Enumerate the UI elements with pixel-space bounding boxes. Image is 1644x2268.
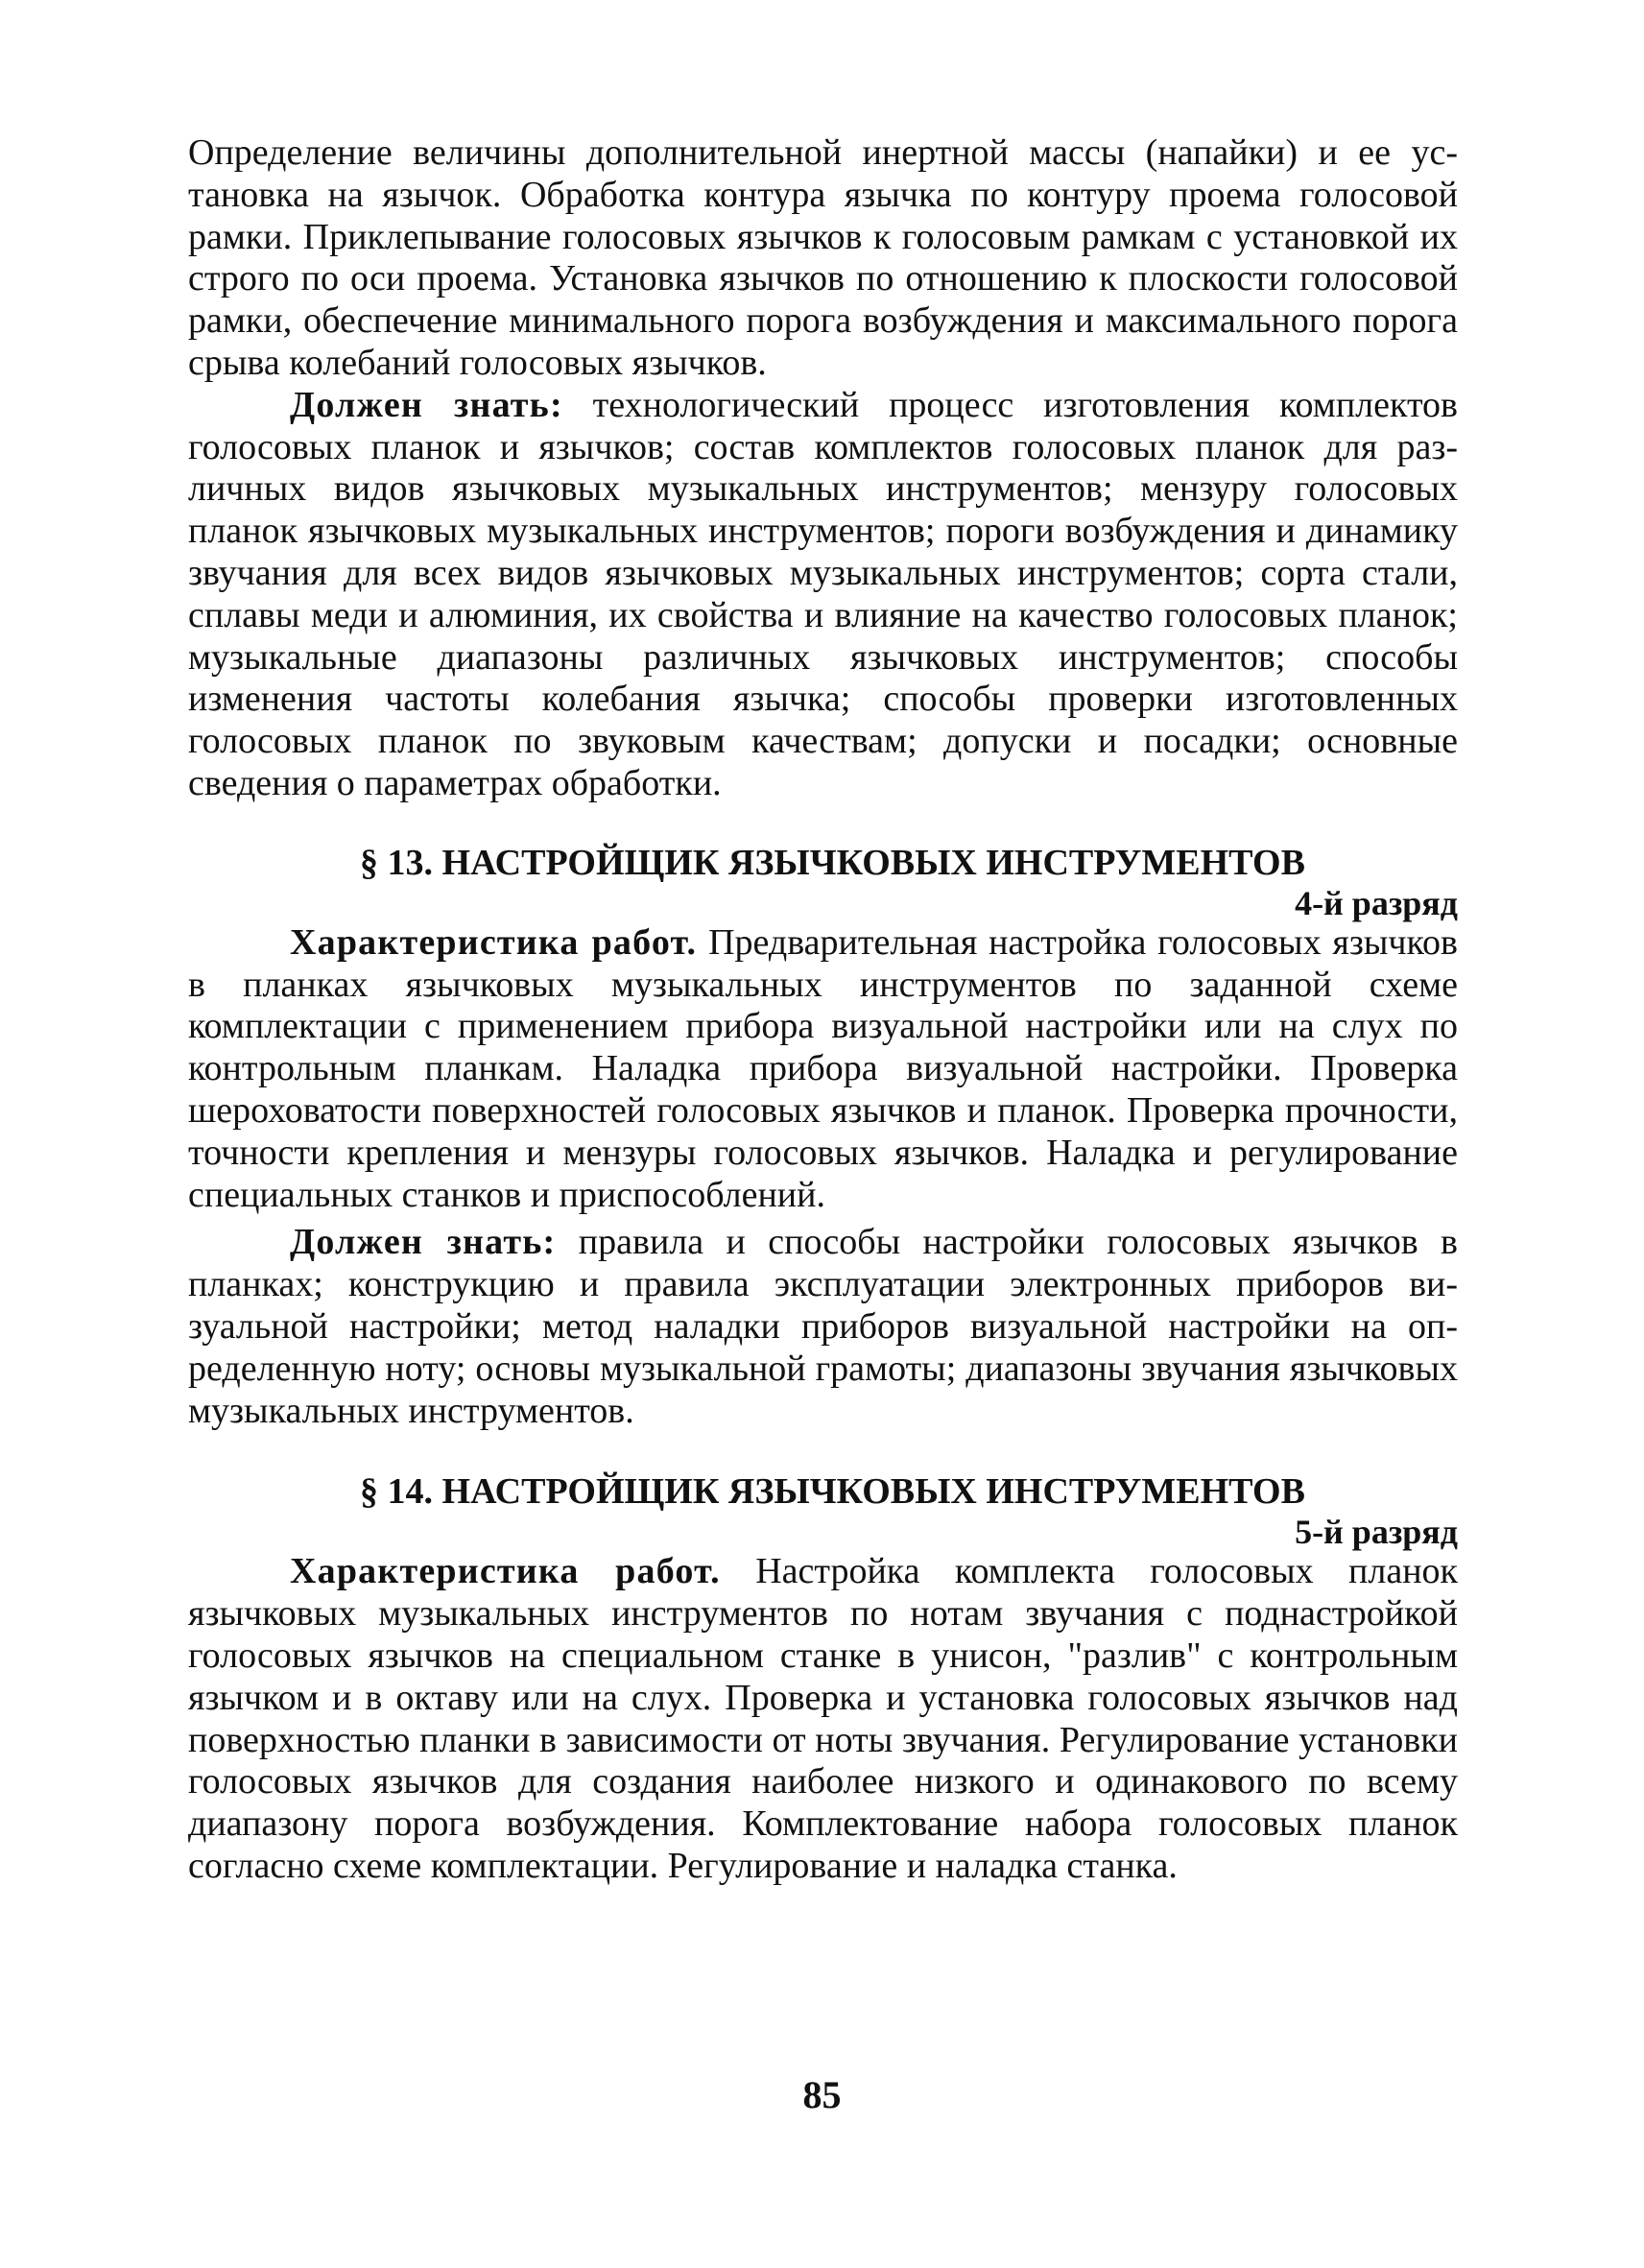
must-know-label: Должен знать:	[290, 1222, 557, 1263]
section-14-grade: 5-й разряд	[1295, 1513, 1458, 1552]
section-14-title: § 14. НАСТРОЙЩИК ЯЗЫЧКОВЫХ ИНСТРУМЕНТОВ	[360, 1471, 1305, 1513]
work-characteristics-text: Предварительная настройка голосовых язычков в планках язычковых музыкальных инструментов по заданной схеме комплектации с применением прибора визуальной настройки или на слух по контрольным планкам. Наладка прибора визуальной настройки. Проверка шероховатости поверхностей голосовых язычков и планок. Проверка прочности, точности крепления и мензуры голосовых язычков. Наладка и регулирование специальных станков и приспособлений.	[188, 921, 1459, 1215]
section-13-must-know-paragraph	[188, 1222, 1458, 1432]
intro-text: Определение величины дополнительной инертной массы (напайки) и ее установка на язычок. Обработка контура язычка по контуру проема голосовой рамки. Приклепывание голосовых язычков к голосовым рамкам с установкой их строго по оси проема. Установка язычков по отношению к плоскости голосовой рамки, обеспечение минимального порога возбуждения и максимального порога срыва колебаний голосовых язычков.	[188, 132, 1458, 383]
must-know-label: Должен знать:	[290, 384, 563, 425]
page-number: 85	[802, 2073, 842, 2116]
section-13-work-paragraph	[188, 922, 1458, 1217]
page-body	[188, 132, 1458, 1888]
section-14-work-paragraph	[188, 1551, 1458, 1887]
work-characteristics-label: Характеристика работ.	[290, 921, 698, 963]
intro-must-know-paragraph	[188, 385, 1458, 805]
must-know-text: правила и способы настройки голосовых язычков в планках; конструкцию и правила эксплуатации электронных приборов визуальной настройки; метод наладки приборов визуальной настройки на определенную ноту; основы музыкальной грамоты; диапазоны звучания язычковых музыкальных инструментов.	[188, 1222, 1458, 1431]
section-14	[188, 1470, 1458, 1887]
work-characteristics-label: Характеристика работ.	[290, 1551, 721, 1592]
section-13-grade: 4-й разряд	[1295, 883, 1458, 922]
work-characteristics-text: Настройка комплекта голосовых планок язычковых музыкальных инструментов по нотам звучания с поднастройкой голосовых язычков на специальном станке в унисон, "разлив" с контрольным язычком и в октаву или на слух. Проверка и установка голосовых язычков над поверхностью планки в зависимости от ноты звучания. Регулирование установки голосовых язычков для создания наиболее низкого и одинакового по всему диапазону порога возбуждения. Комплектование набора голосовых планок согласно схеме комплектации. Регулирование и наладка станка.	[188, 1551, 1458, 1886]
must-know-text: технологический процесс изготовления комплектов голосовых планок и язычков; состав комплектов голосовых планок для различных видов язычковых музыкальных инструментов; мензуру голосовых планок язычковых музыкальных инструментов; пороги возбуждения и динамику звучания для всех видов язычковых музыкальных инструментов; сорта стали, сплавы меди и алюминия, их свойства и влияние на качество голосовых планок; музыкальные диапазоны различных язычковых инструментов; способы изменения частоты колебания язычка; способы проверки изготовленных голосовых планок по звуковым качествам; допуски и посадки; основные сведения о параметрах обработки.	[188, 384, 1458, 803]
section-13-title: § 13. НАСТРОЙЩИК ЯЗЫЧКОВЫХ ИНСТРУМЕНТОВ	[360, 842, 1305, 883]
intro-paragraph	[188, 132, 1458, 385]
section-13	[188, 842, 1458, 1433]
